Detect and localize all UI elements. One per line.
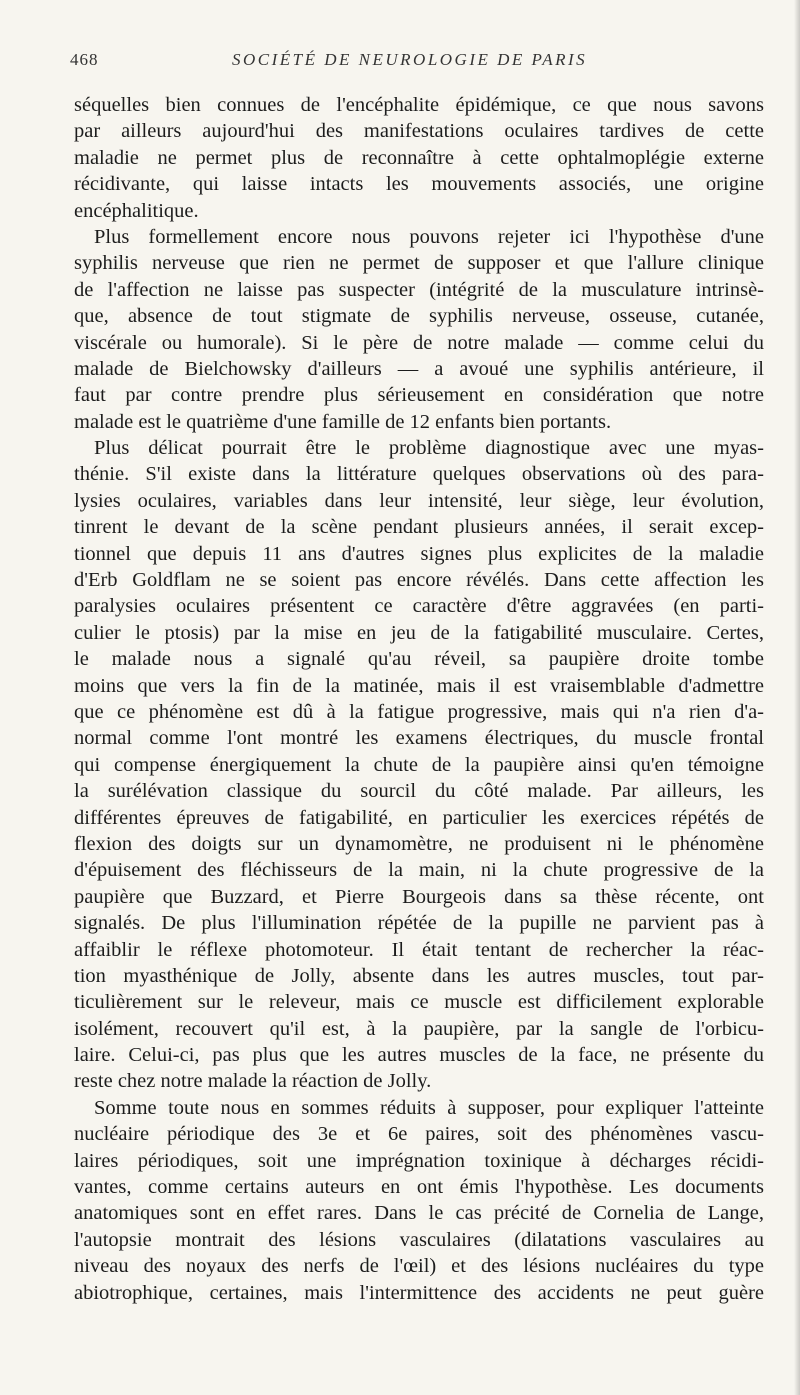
text-line: d'épuisement des fléchisseurs de la main, ni la chute progressive de la	[74, 859, 764, 882]
text-line: faut par contre prendre plus sérieusement en considération que notre	[74, 384, 764, 407]
text-line: qui compense énergiquement la chute de la paupière ainsi qu'en témoigne	[74, 753, 764, 776]
text-line: nucléaire périodique des 3e et 6e paires, soit des phénomènes vascu-	[74, 1123, 764, 1146]
text-line: syphilis nerveuse que rien ne permet de supposer et que l'allure clinique	[74, 252, 764, 275]
text-line: laires périodiques, soit une imprégnation toxinique à décharges récidi-	[74, 1149, 764, 1172]
text-line: laire. Celui-ci, pas plus que les autres muscles de la face, ne présente du	[74, 1044, 764, 1067]
text-line: flexion des doigts sur un dynamomètre, ne produisent ni le phénomène	[74, 832, 764, 855]
text-line: Plus délicat pourrait être le problème diagnostique avec une myas-	[94, 437, 764, 460]
text-line: la surélévation classique du sourcil du côté malade. Par ailleurs, les	[74, 780, 764, 803]
text-line: que ce phénomène est dû à la fatigue progressive, mais qui n'a rien d'a-	[74, 700, 764, 723]
text-line: isolément, recouvert qu'il est, à la paupière, par la sangle de l'orbicu-	[74, 1017, 764, 1040]
text-line: viscérale ou humorale). Si le père de notre malade — comme celui du	[74, 331, 764, 354]
paragraph	[74, 92, 764, 224]
text-line: encéphalitique.	[74, 199, 199, 222]
text-line: maladie ne permet plus de reconnaître à cette ophtalmoplégie externe	[74, 146, 764, 169]
paragraph	[74, 435, 764, 1095]
text-line: de l'affection ne laisse pas suspecter (intégrité de la musculature intrinsè-	[74, 278, 764, 301]
text-line: affaiblir le réflexe photomoteur. Il était tentant de rechercher la réac-	[74, 938, 764, 961]
text-line: tionnel que depuis 11 ans d'autres signes plus explicites de la maladie	[74, 542, 764, 565]
text-line: abiotrophique, certaines, mais l'intermittence des accidents ne peut guère	[74, 1281, 764, 1304]
text-line: ticulièrement sur le releveur, mais ce muscle est difficilement explorable	[74, 991, 764, 1014]
paragraph	[74, 1095, 764, 1306]
text-line: paupière que Buzzard, et Pierre Bourgeois dans sa thèse récente, ont	[74, 885, 764, 908]
running-header: SOCIÉTÉ DE NEUROLOGIE DE PARIS	[232, 50, 588, 69]
text-line: d'Erb Goldflam ne se soient pas encore révélés. Dans cette affection les	[74, 569, 764, 592]
text-line: reste chez notre malade la réaction de Jolly.	[74, 1070, 432, 1093]
text-line: tinrent le devant de la scène pendant plusieurs années, il serait excep-	[74, 516, 764, 539]
text-line: malade de Bielchowsky d'ailleurs — a avoué une syphilis antérieure, il	[74, 357, 764, 380]
text-line: paralysies oculaires présentent ce caractère d'être aggravées (en parti-	[74, 595, 764, 618]
text-line: le malade nous a signalé qu'au réveil, sa paupière droite tombe	[74, 648, 764, 671]
body-text	[74, 92, 764, 1306]
text-line: par ailleurs aujourd'hui des manifestations oculaires tardives de cette	[74, 120, 764, 143]
text-line: différentes épreuves de fatigabilité, en particulier les exercices répétés de	[74, 806, 764, 829]
text-line: signalés. De plus l'illumination répétée de la pupille ne parvient pas à	[74, 912, 764, 935]
text-line: malade est le quatrième d'une famille de 12 enfants bien portants.	[74, 410, 612, 433]
text-line: niveau des noyaux des nerfs de l'œil) et des lésions nucléaires du type	[74, 1255, 764, 1278]
text-line: thénie. S'il existe dans la littérature quelques observations où des para-	[74, 463, 764, 486]
text-line: récidivante, qui laisse intacts les mouvements associés, une origine	[74, 173, 764, 196]
text-line: culier le ptosis) par la mise en jeu de la fatigabilité musculaire. Certes,	[74, 621, 764, 644]
paragraph	[74, 224, 764, 435]
text-line: moins que vers la fin de la matinée, mais il est vraisemblable d'admettre	[74, 674, 764, 697]
text-line: que, absence de tout stigmate de syphilis nerveuse, osseuse, cutanée,	[74, 305, 764, 328]
page-edge-shadow	[794, 0, 800, 1395]
text-line: normal comme l'ont montré les examens électriques, du muscle frontal	[74, 727, 764, 750]
text-line: tion myasthénique de Jolly, absente dans les autres muscles, tout par-	[74, 964, 764, 987]
text-line: lysies oculaires, variables dans leur intensité, leur siège, leur évolution,	[74, 489, 764, 512]
text-line: vantes, comme certains auteurs en ont émis l'hypothèse. Les documents	[74, 1176, 764, 1199]
text-line: séquelles bien connues de l'encéphalite épidémique, ce que nous savons	[74, 94, 764, 116]
text-line: anatomiques sont en effet rares. Dans le cas précité de Cornelia de Lange,	[74, 1202, 764, 1225]
text-line: Somme toute nous en sommes réduits à supposer, pour expliquer l'atteinte	[94, 1096, 764, 1119]
page-number: 468	[70, 50, 99, 69]
text-line: l'autopsie montrait des lésions vasculaires (dilatations vasculaires au	[74, 1228, 764, 1251]
text-line: Plus formellement encore nous pouvons rejeter ici l'hypothèse d'une	[94, 225, 764, 248]
